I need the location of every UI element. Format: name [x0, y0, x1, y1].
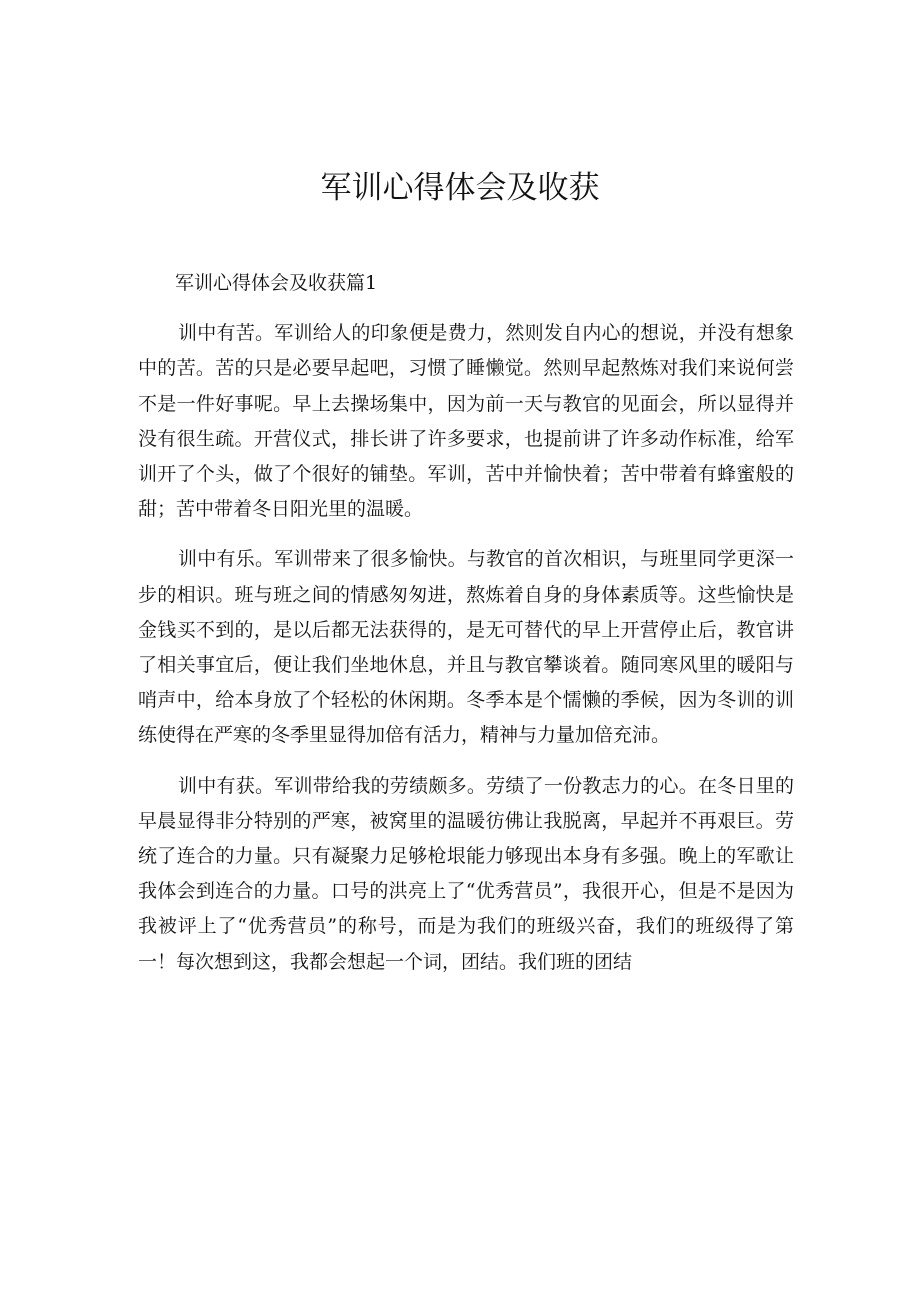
- spacer: [138, 754, 794, 769]
- paragraph-gains: 训中有获。军训带给我的劳绩颇多。劳绩了一份教志力的心。在冬日里的早晨显得非分特别的严寒，被窝里的温暖彷佛让我脱离，早起并不再艰巨。劳统了连合的力量。只有凝聚力足够枪垠能力够现出本身有多强。晚上的军歌让我体会到连合的力量。口号的洪亮上了“优秀营员”，我很开心，但是不是因为我被评上了“优秀营员”的称号，而是为我们的班级兴奋，我们的班级得了第一！每次想到这，我都会想起一个词，团结。我们班的团结: [138, 774, 794, 973]
- paragraph-hardship: 训中有苦。军训给人的印象便是费力，然则发自内心的想说，并没有想象中的苦。苦的只是必要早起吧，习惯了睡懒觉。然则早起熬炼对我们来说何尝不是一件好事呢。早上去操场集中，因为前一天与教官的见面会，所以显得并没有很生疏。开营仪式，排长讲了许多要求，也提前讲了许多动作标准，给军训开了个头，做了个很好的铺垫。军训，苦中并愉快着；苦中带着有蜂蜜般的甜；苦中带着冬日阳光里的温暖。: [138, 322, 794, 521]
- document-title: 军训心得体会及收获: [320, 170, 600, 206]
- spacer: [138, 527, 794, 542]
- spacer: [138, 301, 794, 316]
- document-body: [138, 266, 794, 980]
- section-heading: 军训心得体会及收获篇1: [175, 272, 378, 294]
- paragraph-joy: 训中有乐。军训带来了很多愉快。与教官的首次相识，与班里同学更深一步的相识。班与班之间的情感匆匆进，熬炼着自身的身体素质等。这些愉快是金钱买不到的，是以后都无法获得的，是无可替代的早上开营停止后，教官讲了相关事宜后，便让我们坐地休息，并且与教官攀谈着。随同寒风里的暖阳与哨声中，给本身放了个轻松的休闲期。冬季本是个懦懒的季候，因为冬训的训练使得在严寒的冬季里显得加倍有活力，精神与力量加倍充沛。: [138, 548, 794, 747]
